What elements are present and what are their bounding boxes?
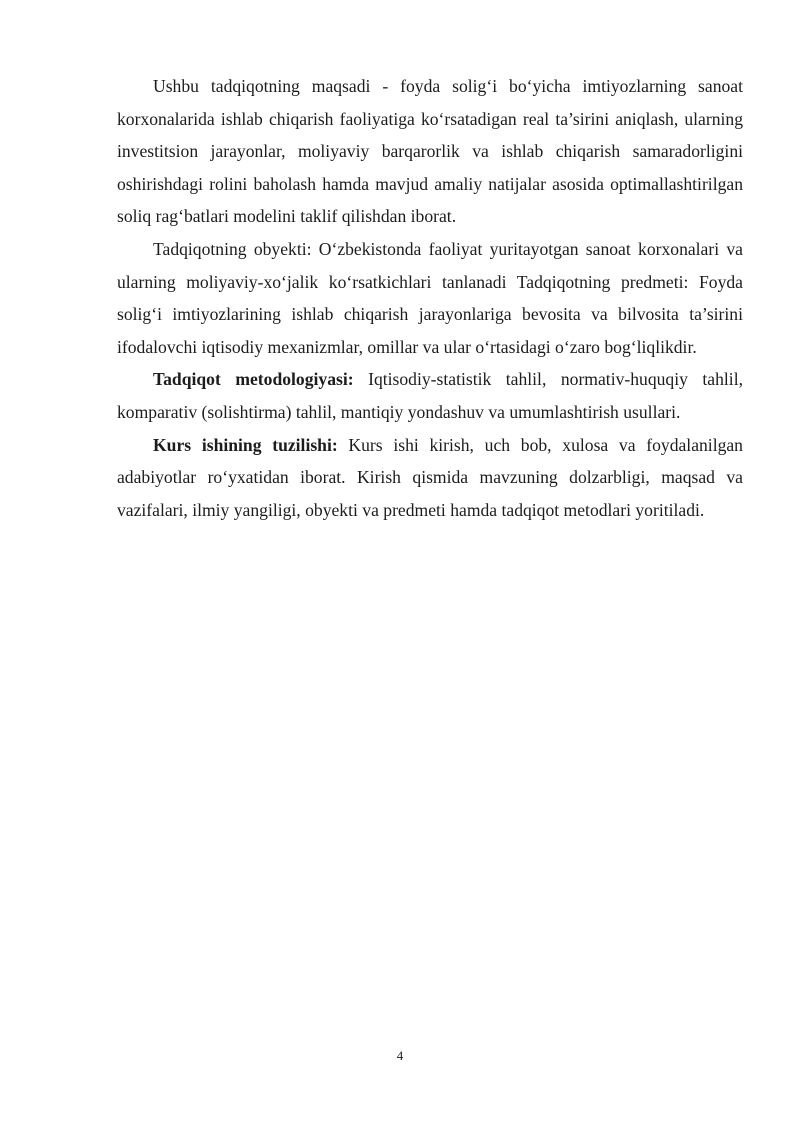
paragraph-text: Tadqiqotning obyekti: O‘zbekistonda faoliyat yuritayotgan sanoat korxonalari va ularning moliyaviy-xo‘jalik ko‘rsatkichlari tanlanadi Tadqiqotning predmeti: Foyda solig‘i imtiyozlarining ishlab chiqarish jarayonlariga bevosita va bilvosita ta’sirini ifodalovchi iqtisodiy mexanizmlar, omillar va ular o‘rtasidagi o‘zaro bog‘liqlikdir. bbox=[117, 238, 743, 357]
paragraph-lead: Kurs ishining tuzilishi: bbox=[153, 434, 338, 455]
page-number: 4 bbox=[396, 1048, 404, 1063]
document-body bbox=[117, 70, 743, 526]
paragraph-structure bbox=[117, 429, 743, 527]
paragraph-text: Ushbu tadqiqotning maqsadi - foyda solig‘i bo‘yicha imtiyozlarning sanoat korxonalarida ishlab chiqarish faoliyatiga ko‘rsatadigan real ta’sirini aniqlash, ularning investitsion jarayonlar, moliyaviy barqarorlik va ishlab chiqarish samaradorligini oshirishdagi rolini baholash hamda mavjud amaliy natijalar asosida optimallashtirilgan soliq rag‘batlari modelini taklif qilishdan iborat. bbox=[117, 76, 743, 227]
paragraph-text: Iqtisodiy-statistik tahlil, normativ-huquqiy tahlil, komparativ (solishtirma) tahlil, mantiqiy yondashuv va umumlashtirish usullari. bbox=[117, 369, 743, 422]
paragraph-lead: Tadqiqot metodologiyasi: bbox=[153, 369, 354, 390]
paragraph-purpose bbox=[117, 70, 743, 233]
paragraph-text: Kurs ishi kirish, uch bob, xulosa va foydalanilgan adabiyotlar ro‘yxatidan iborat. Kirish qismida mavzuning dolzarbligi, maqsad va vazifalari, ilmiy yangiligi, obyekti va predmeti hamda tadqiqot metodlari yoritiladi. bbox=[117, 434, 743, 520]
paragraph-object-subject bbox=[117, 233, 743, 363]
paragraph-methodology bbox=[117, 363, 743, 428]
